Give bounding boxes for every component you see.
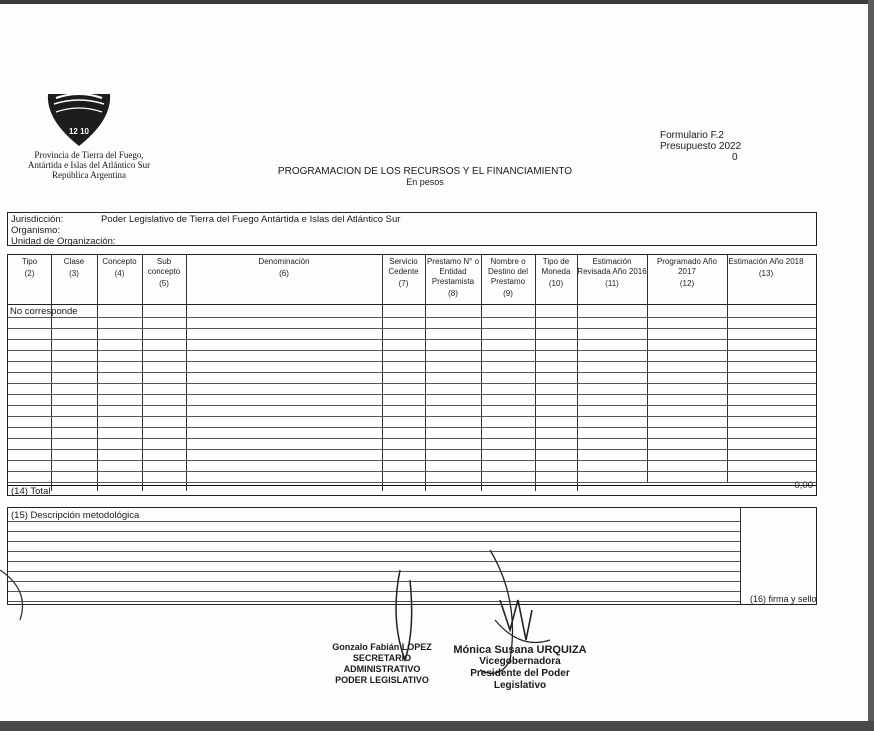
row-divider: [8, 317, 816, 318]
province-line-1: Provincia de Tierra del Fuego,: [34, 150, 144, 160]
document-title: [240, 166, 610, 188]
column-divider: [186, 255, 187, 491]
column-label: Prestamo N° o Entidad Prestamista: [426, 257, 480, 286]
column-number: (12): [679, 279, 695, 288]
column-label: Sub concepto: [147, 257, 181, 276]
column-number: (2): [24, 269, 35, 278]
row-divider: [8, 361, 816, 362]
column-label: Tipo de Moneda: [541, 257, 571, 276]
row-divider: [8, 350, 816, 351]
formulario-label: Formulario F.2: [660, 130, 724, 141]
province-line-2: Antártida e Islas del Atlántico Sur: [27, 160, 151, 170]
row-divider: [8, 383, 816, 384]
column-header-8: [425, 257, 481, 299]
column-divider: [535, 255, 536, 491]
signature-block-2: [450, 644, 590, 692]
column-number: (13): [758, 269, 774, 278]
signer-1-org: PODER LEGISLATIVO: [335, 675, 429, 685]
total-value: 0,00: [794, 480, 813, 491]
form-identifier: [660, 130, 741, 163]
row-divider: [8, 427, 816, 428]
column-divider: [97, 255, 98, 491]
signer-2-role: Vicegobernadora: [479, 656, 561, 667]
column-label: Estimación Revisada Año 2016: [577, 257, 647, 276]
total-label: (14) Total: [11, 486, 51, 497]
column-label: Tipo: [21, 257, 38, 266]
column-label: Servicio Cedente: [388, 257, 419, 276]
column-divider: [382, 255, 383, 491]
column-header-11: [577, 257, 647, 289]
column-header-10: [535, 257, 577, 289]
column-divider: [142, 255, 143, 491]
column-label: Nombre o Destino del Prestamo: [487, 257, 529, 286]
unidad-row: [11, 236, 116, 247]
row-divider: [8, 339, 816, 340]
column-number: (8): [448, 289, 458, 298]
column-number: (4): [114, 269, 125, 278]
signer-2-org: Presidente del Poder Legislativo: [470, 668, 570, 691]
total-divider: [8, 485, 816, 486]
jurisdiccion-row: [11, 214, 400, 225]
column-divider: [51, 255, 52, 491]
row-divider: [8, 449, 816, 450]
row-divider: [8, 416, 816, 417]
emblem-text: 12 10: [68, 127, 90, 136]
row-divider: [8, 482, 816, 483]
column-header-3: [51, 257, 97, 279]
column-header-5: [142, 257, 186, 289]
row-divider: [8, 405, 816, 406]
column-number: (3): [69, 269, 79, 278]
organismo-label: Organismo:: [11, 225, 61, 236]
description-line: [8, 531, 740, 532]
column-label: Concepto: [102, 257, 137, 266]
presupuesto-label: Presupuesto 2022: [660, 141, 742, 152]
column-number: (5): [159, 279, 169, 288]
column-label: Denominación: [258, 257, 310, 266]
province-emblem-icon: [42, 90, 116, 148]
jurisdiction-box: [7, 212, 817, 246]
description-label: (15) Descripción metodológica: [11, 510, 140, 521]
row-divider: [8, 394, 816, 395]
column-header-9: [481, 257, 535, 299]
scan-edge-bottom: [0, 721, 874, 731]
unidad-label: Unidad de Organización:: [11, 236, 116, 247]
resources-table: [7, 254, 817, 496]
scan-edge-right: [868, 0, 874, 731]
description-line: [8, 521, 740, 522]
jurisdiccion-label: Jurisdicción:: [11, 214, 64, 225]
title-sub: En pesos: [406, 177, 444, 187]
column-number: (10): [548, 279, 564, 288]
row-divider: [8, 471, 816, 472]
signer-1-name: Gonzalo Fabián LOPEZ: [332, 642, 432, 652]
column-number: (11): [605, 279, 619, 288]
column-header-13: [727, 257, 805, 279]
signer-2-name: Mónica Susana URQUIZA: [453, 644, 587, 656]
no-corresponde-note: No corresponde: [10, 306, 78, 317]
row-divider: [8, 372, 816, 373]
margin-mark-icon: [0, 560, 40, 630]
row-divider: [8, 460, 816, 461]
header-divider: [8, 304, 816, 305]
signer-1-role: SECRETARIO ADMINISTRATIVO: [343, 653, 421, 674]
column-header-6: [186, 257, 382, 279]
jurisdiccion-value: Poder Legislativo de Tierra del Fuego Antártida e Islas del Atlántico Sur: [101, 214, 401, 225]
column-header-4: [97, 257, 142, 279]
column-header-7: [382, 257, 425, 289]
firma-divider: [740, 508, 741, 604]
row-divider: [8, 438, 816, 439]
row-divider: [8, 328, 816, 329]
column-number: (7): [398, 279, 409, 288]
form-mark: 0: [732, 152, 738, 163]
title-main: PROGRAMACION DE LOS RECURSOS Y EL FINANCIAMIENTO: [277, 166, 573, 177]
column-header-12: [647, 257, 727, 289]
column-number: (6): [279, 269, 289, 278]
column-label: Programado Año 2017: [656, 257, 718, 276]
province-line-3: República Argentina: [51, 170, 127, 180]
column-label: Clase: [63, 257, 85, 266]
signature-block-1: [318, 642, 446, 686]
column-header-2: [8, 257, 51, 279]
organismo-row: [11, 225, 60, 236]
column-number: (9): [503, 289, 513, 298]
firma-label: (16) firma y sello: [750, 594, 817, 604]
scan-edge-top: [0, 0, 874, 4]
column-label: Estimación Año 2018: [728, 257, 804, 266]
column-divider: [577, 255, 578, 491]
province-name: [4, 150, 174, 180]
